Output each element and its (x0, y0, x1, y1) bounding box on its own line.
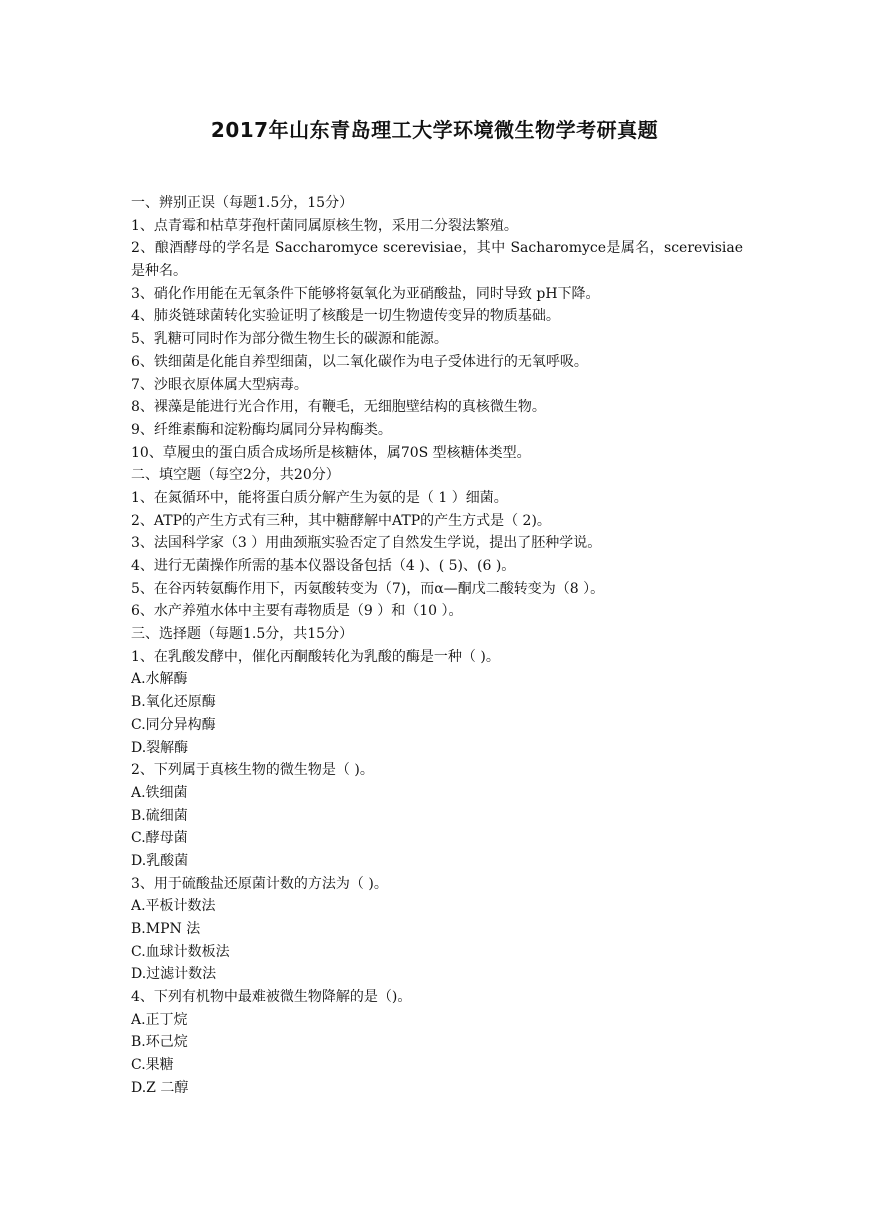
answer-option: A.平板计数法 (131, 898, 216, 915)
answer-option: B.氧化还原酶 (131, 694, 216, 711)
answer-option: C.同分异构酶 (131, 716, 216, 733)
document-title: 2017年山东青岛理工大学环境微生物学考研真题 (210, 118, 659, 142)
question-line: 4、进行无菌操作所需的基本仪器设备包括（4 )、( 5)、(6 )。 (131, 558, 516, 575)
section-heading-true-false: 一、辨别正误（每题1.5分，15分） (131, 195, 354, 211)
document-body (131, 192, 743, 1100)
answer-option: A.铁细菌 (131, 784, 188, 801)
question-line: 2、酿酒酵母的学名是 Saccharomyce scerevisiae，其中 Sacharomyce是属名，scerevisiae是种名。 (131, 240, 743, 280)
section-heading-fill-blank: 二、填空题（每空2分，共20分） (131, 467, 340, 484)
answer-option: D.Z 二醇 (131, 1079, 189, 1096)
question-line: 5、乳糖可同时作为部分微生物生长的碳源和能源。 (131, 331, 448, 348)
answer-option: A.水解酶 (131, 671, 188, 688)
question-line: 3、硝化作用能在无氧条件下能够将氨氧化为亚硝酸盐，同时导致 pH下降。 (131, 285, 600, 302)
answer-option: D.裂解酶 (131, 739, 189, 756)
question-line: 2、下列属于真核生物的微生物是（ )。 (131, 762, 374, 779)
answer-option: D.乳酸菌 (131, 852, 189, 869)
question-line: 9、纤维素酶和淀粉酶均属同分异构酶类。 (131, 421, 392, 438)
question-line: 1、在氮循环中，能将蛋白质分解产生为氨的是（ 1 ）细菌。 (131, 489, 508, 506)
answer-option: C.血球计数板法 (131, 943, 230, 960)
answer-option: C.果糖 (131, 1057, 174, 1074)
question-line: 6、水产养殖水体中主要有毒物质是（9 ）和（10 ）。 (131, 603, 463, 620)
answer-option: C.酵母菌 (131, 830, 188, 847)
question-line: 1、在乳酸发酵中，催化丙酮酸转化为乳酸的酶是一种（ )。 (131, 648, 500, 665)
question-line: 1、点青霉和枯草芽孢杆菌同属原核生物，采用二分裂法繁殖。 (131, 217, 518, 234)
question-line: 7、沙眼衣原体属大型病毒。 (131, 376, 308, 393)
answer-option: A.正丁烷 (131, 1011, 188, 1028)
question-line: 4、下列有机物中最难被微生物降解的是（)。 (131, 989, 412, 1006)
question-line: 6、铁细菌是化能自养型细菌，以二氧化碳作为电子受体进行的无氧呼吸。 (131, 353, 588, 370)
answer-option: B.MPN 法 (131, 921, 201, 938)
question-line: 2、ATP的产生方式有三种，其中糖酵解中ATP的产生方式是（ 2)。 (131, 512, 551, 529)
answer-option: B.环己烷 (131, 1034, 188, 1051)
question-line: 5、在谷丙转氨酶作用下，丙氨酸转变为（7)，而α—酮戊二酸转变为（8 ）。 (131, 580, 605, 597)
question-line: 3、用于硫酸盐还原菌计数的方法为（ )。 (131, 875, 388, 892)
answer-option: B.硫细菌 (131, 807, 188, 824)
answer-option: D.过滤计数法 (131, 966, 217, 983)
section-heading-multiple-choice: 三、选择题（每题1.5分，共15分） (131, 626, 354, 643)
question-line: 3、法国科学家（3 ）用曲颈瓶实验否定了自然发生学说，提出了胚种学说。 (131, 535, 602, 552)
question-line: 10、草履虫的蛋白质合成场所是核糖体，属70S 型核糖体类型。 (131, 444, 531, 461)
question-line: 8、裸藻是能进行光合作用，有鞭毛，无细胞壁结构的真核微生物。 (131, 399, 546, 416)
question-line: 4、肺炎链球菌转化实验证明了核酸是一切生物遗传变异的物质基础。 (131, 308, 560, 325)
